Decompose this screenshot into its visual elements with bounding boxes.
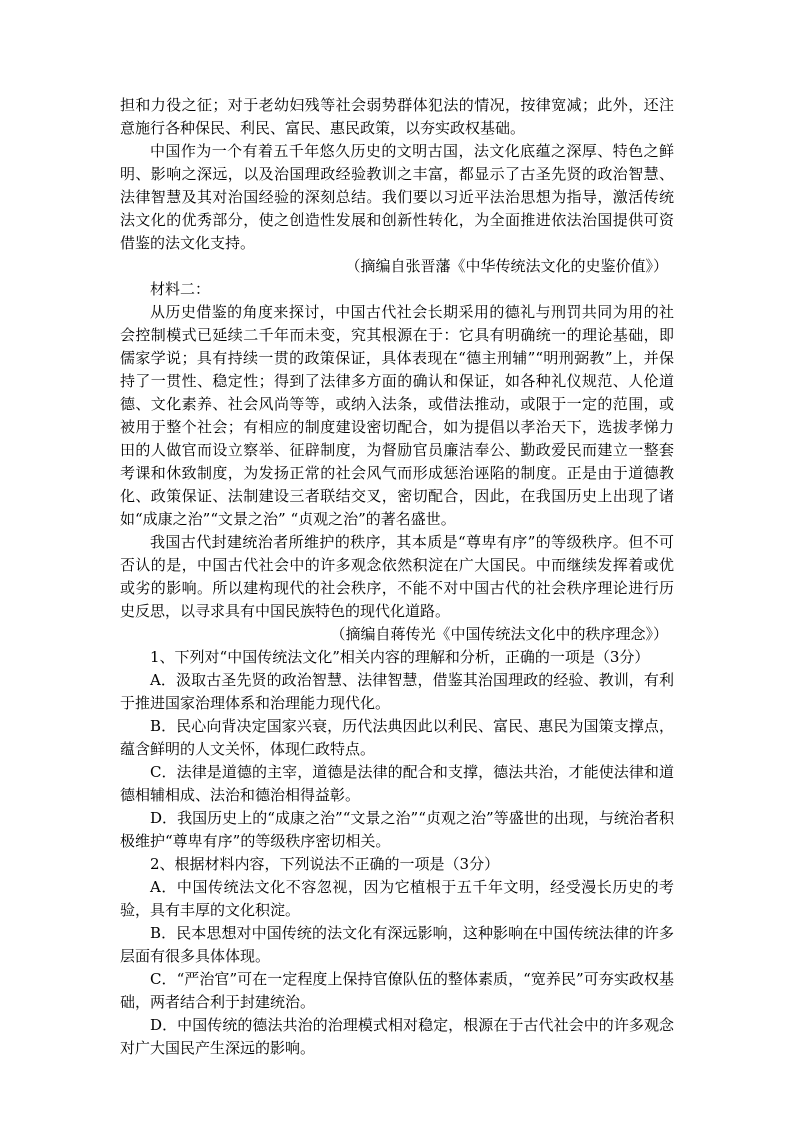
question-1-option-d: D．我国历史上的“成康之治”“文景之治”“贞观之治”等盛世的出现，与统治者积极维护“尊卑有序”的等级秩序密切相关。 — [120, 809, 674, 850]
material2-source: （摘编自蒋传光《中国传统法文化中的秩序理念》） — [330, 625, 668, 643]
question-1-option-b: B．民心向背决定国家兴衰，历代法典因此以利民、富民、惠民为国策支撑点，蕴含鲜明的人文关怀，体现仁政特点。 — [120, 717, 674, 758]
material1-paragraph-conclusion: 中国作为一个有着五千年悠久历史的文明古国，法文化底蕴之深厚、特色之鲜明、影响之深远，以及治国理政经验教训之丰富，都显示了古圣先贤的政治智慧、法律智慧及其对治国经验的深刻总结。我们要以习近平法治思想为指导，激活传统法文化的优秀部分，使之创造性发展和创新性转化，为全面推进依法治国提供可资借鉴的法文化支持。 — [120, 142, 674, 252]
material1-paragraph-end: 担和力役之征；对于老幼妇残等社会弱势群体犯法的情况，按律宽减；此外，还注意施行各种保民、利民、富民、惠民政策，以夯实政权基础。 — [120, 96, 674, 137]
question-2-option-a: A．中国传统法文化不容忽视，因为它植根于五千年文明，经受漫长历史的考验，具有丰厚的文化积淀。 — [120, 878, 674, 919]
question-1-option-c: C．法律是道德的主宰，道德是法律的配合和支撑，德法共治，才能使法律和道德相辅相成、法治和德治相得益彰。 — [120, 763, 674, 804]
question-1-option-a: A．汲取古圣先贤的政治智慧、法律智慧，借鉴其治国理政的经验、教训，有利于推进国家治理体系和治理能力现代化。 — [120, 671, 674, 712]
question-2-option-b: B．民本思想对中国传统的法文化有深远影响，这种影响在中国传统法律的许多层面有很多具体体现。 — [120, 924, 674, 965]
material2-paragraph-1: 从历史借鉴的角度来探讨，中国古代社会长期采用的德礼与刑罚共同为用的社会控制模式已延续二千年而未变，究其根源在于：它具有明确统一的理论基础，即儒家学说；具有持续一贯的政策保证，具体表现在“德主刑辅”“明刑弼教”上，并保持了一贯性、稳定性；得到了法律多方面的确认和保证，如各种礼仪规范、人伦道德、文化素养、社会风尚等等，或纳入法条，或借法推动，或限于一定的范围，或被用于整个社会；有相应的制度建设密切配合，如为提倡以孝治天下，选拔孝悌力田的人做官而设立察举、征辟制度，为督励官员廉洁奉公、勤政爱民而建立一整套考课和休致制度，为发扬正常的社会风气而形成惩治诬陷的制度。正是由于道德教化、政策保证、法制建设三者联结交叉，密切配合，因此，在我国历史上出现了诸如“成康之治”“文景之治” “贞观之治”的著名盛世。 — [120, 303, 674, 528]
document-page — [120, 94, 674, 1060]
material2-heading: 材料二： — [150, 280, 211, 298]
question-2-option-c: C．“严治官”可在一定程度上保持官僚队伍的整体素质，“宽养民”可夯实政权基础，两者结合利于封建统治。 — [120, 970, 674, 1011]
question-2-option-d: D．中国传统的德法共治的治理模式相对稳定，根源在于古代社会中的许多观念对广大国民产生深远的影响。 — [120, 1016, 674, 1057]
question-2-stem: 2、根据材料内容，下列说法不正确的一项是（3分） — [150, 855, 500, 873]
question-1-stem: 1、下列对“中国传统法文化”相关内容的理解和分析，正确的一项是（3分） — [150, 648, 650, 666]
material2-paragraph-2: 我国古代封建统治者所维护的秩序，其本质是“尊卑有序”的等级秩序。但不可否认的是，中国古代社会中的许多观念依然积淀在广大国民。中而继续发挥着或优或劣的影响。所以建构现代的社会秩序，不能不对中国古代的社会秩序理论进行历史反思，以寻求具有中国民族特色的现代化道路。 — [120, 533, 674, 620]
material1-source: （摘编自张晋藩《中华传统法文化的史鉴价值》） — [345, 257, 668, 275]
